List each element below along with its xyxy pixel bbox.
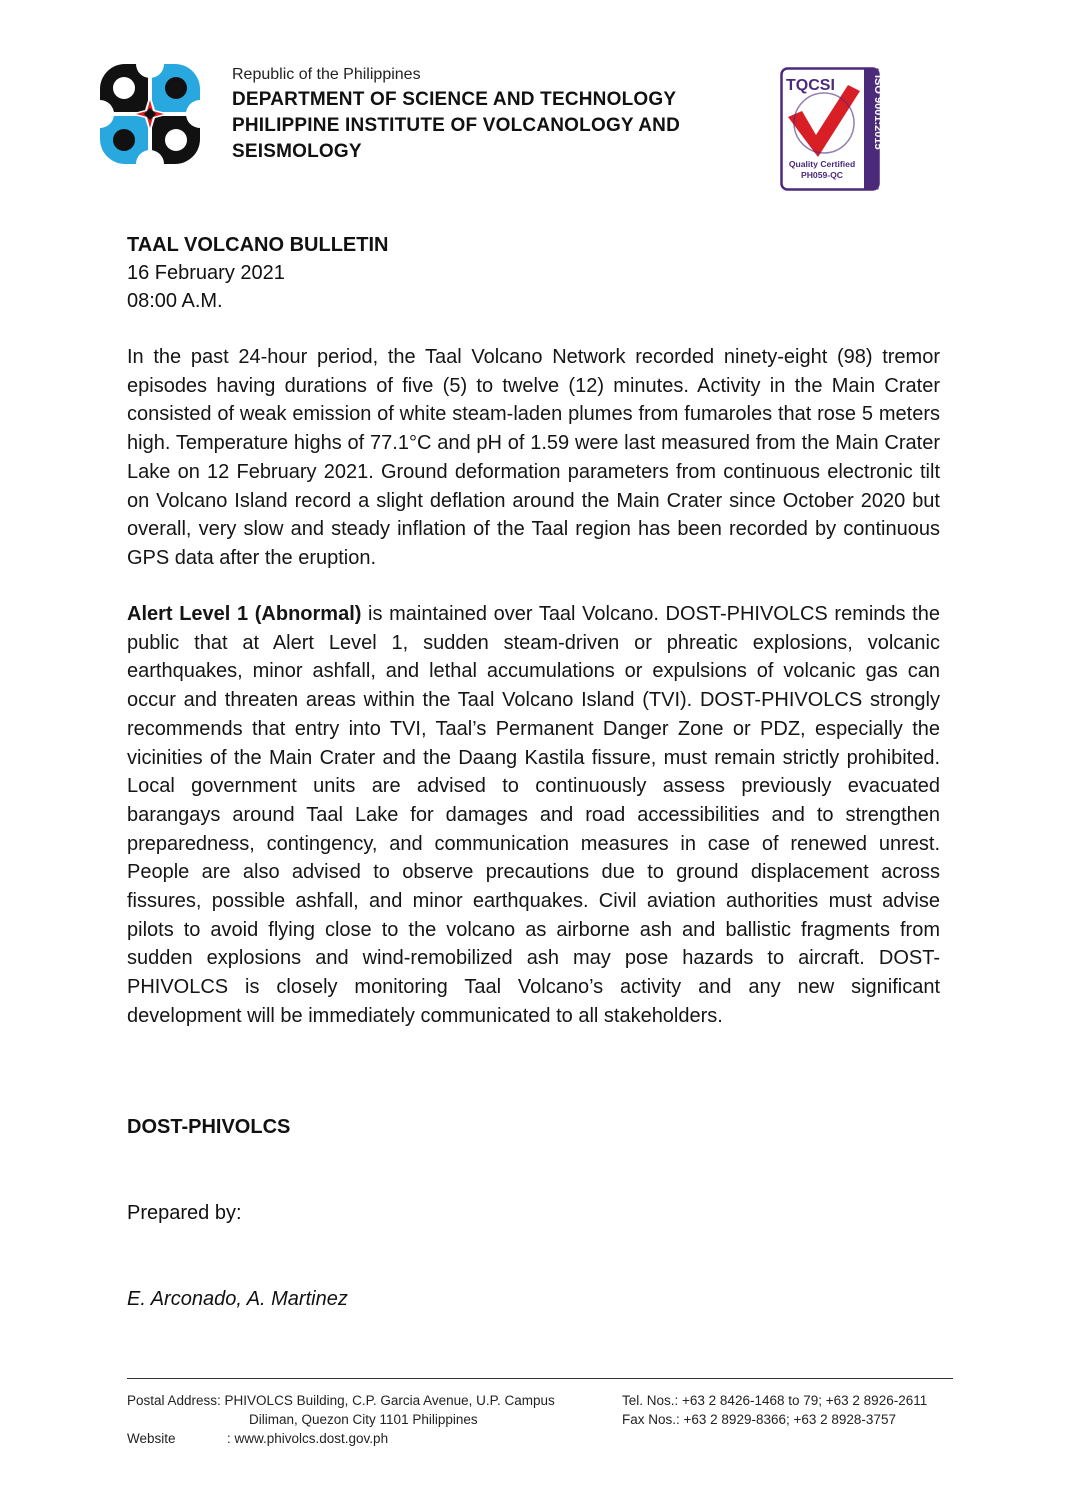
alert-level-label: Alert Level 1 (Abnormal) <box>127 603 362 625</box>
alert-paragraph-text: is maintained over Taal Volcano. DOST-PHIVOLCS reminds the public that at Alert Level 1, sudden steam-driven or phreatic explosions, volcanic earthquakes, minor ashfall, and lethal accumulations or expulsions of volcanic gas can occur and threaten areas within the Taal Volcano Island (TVI). DOST-PHIVOLCS strongly recommends that entry into TVI, Taal’s Permanent Danger Zone or PDZ, especially the vicinities of the Main Crater and the Daang Kastila fissure, must remain strictly prohibited. Local government units are advised to continuously assess previously evacuated barangays around Taal Lake for damages and road accessibilities and to strengthen preparedness, contingency, and communication measures in case of renewed unrest. People are also advised to observe precautions due to ground displacement across fissures, possible ashfall, and minor earthquakes. Civil aviation authorities must advise pilots to avoid flying close to the volcano as airborne ash and ballistic fragments from sudden explosions and wind-remobilized ash may pose hazards to aircraft. DOST-PHIVOLCS is closely monitoring Taal Volcano’s activity and any new significant development will be immediately communicated to all stakeholders. <box>127 603 940 1027</box>
bulletin-date: 16 February 2021 <box>127 262 285 284</box>
republic-label: Republic of the Philippines <box>232 66 421 83</box>
bulletin-heading <box>127 231 388 315</box>
badge-standard: ISO 9001:2015 <box>872 75 884 150</box>
department-name: DEPARTMENT OF SCIENCE AND TECHNOLOGY <box>232 89 677 110</box>
badge-brand: TQCSI <box>786 77 835 94</box>
bulletin-title: TAAL VOLCANO BULLETIN <box>127 234 389 256</box>
badge-code: PH059-QC <box>800 170 844 180</box>
dost-logo <box>100 64 200 164</box>
signature-org: DOST-PHIVOLCS <box>127 1116 291 1138</box>
institute-name-line1: PHILIPPINE INSTITUTE OF VOLCANOLOGY AND <box>232 115 680 136</box>
prepared-by-label: Prepared by: <box>127 1202 242 1224</box>
footer-fax: Fax Nos.: +63 2 8929-8366; +63 2 8928-3757 <box>622 1412 896 1427</box>
footer-telephone: Tel. Nos.: +63 2 8426-1468 to 79; +63 2 8926-2611 <box>622 1393 928 1408</box>
footer-postal-address-line2: Diliman, Quezon City 1101 Philippines <box>249 1412 478 1427</box>
footer-website-label: Website <box>127 1431 176 1446</box>
letterhead <box>232 66 680 165</box>
iso-certification-badge <box>780 67 884 191</box>
footer-website-link[interactable]: : www.phivolcs.dost.gov.ph <box>227 1431 389 1446</box>
footer-postal-address: Postal Address: PHIVOLCS Building, C.P. Garcia Avenue, U.P. Campus <box>127 1393 555 1408</box>
activity-paragraph: In the past 24-hour period, the Taal Volcano Network recorded ninety-eight (98) tremor episodes having durations of five (5) to twelve (12) minutes. Activity in the Main Crater consisted of weak emission of white steam-laden plumes from fumaroles that rose 5 meters high. Temperature highs of 77.1°C and pH of 1.59 were last measured from the Main Crater Lake on 12 February 2021. Ground deformation parameters from continuous electronic tilt on Volcano Island record a slight deflation around the Main Crater since October 2020 but overall, very slow and steady inflation of the Taal region has been recorded by continuous GPS data after the eruption. <box>127 346 940 569</box>
prepared-by-names: E. Arconado, A. Martinez <box>127 1288 348 1310</box>
badge-status: Quality Certified <box>788 159 856 169</box>
institute-name-line2: SEISMOLOGY <box>232 141 362 162</box>
footer-divider <box>127 1378 953 1379</box>
bulletin-time: 08:00 A.M. <box>127 290 223 312</box>
alert-paragraph <box>127 600 940 1031</box>
